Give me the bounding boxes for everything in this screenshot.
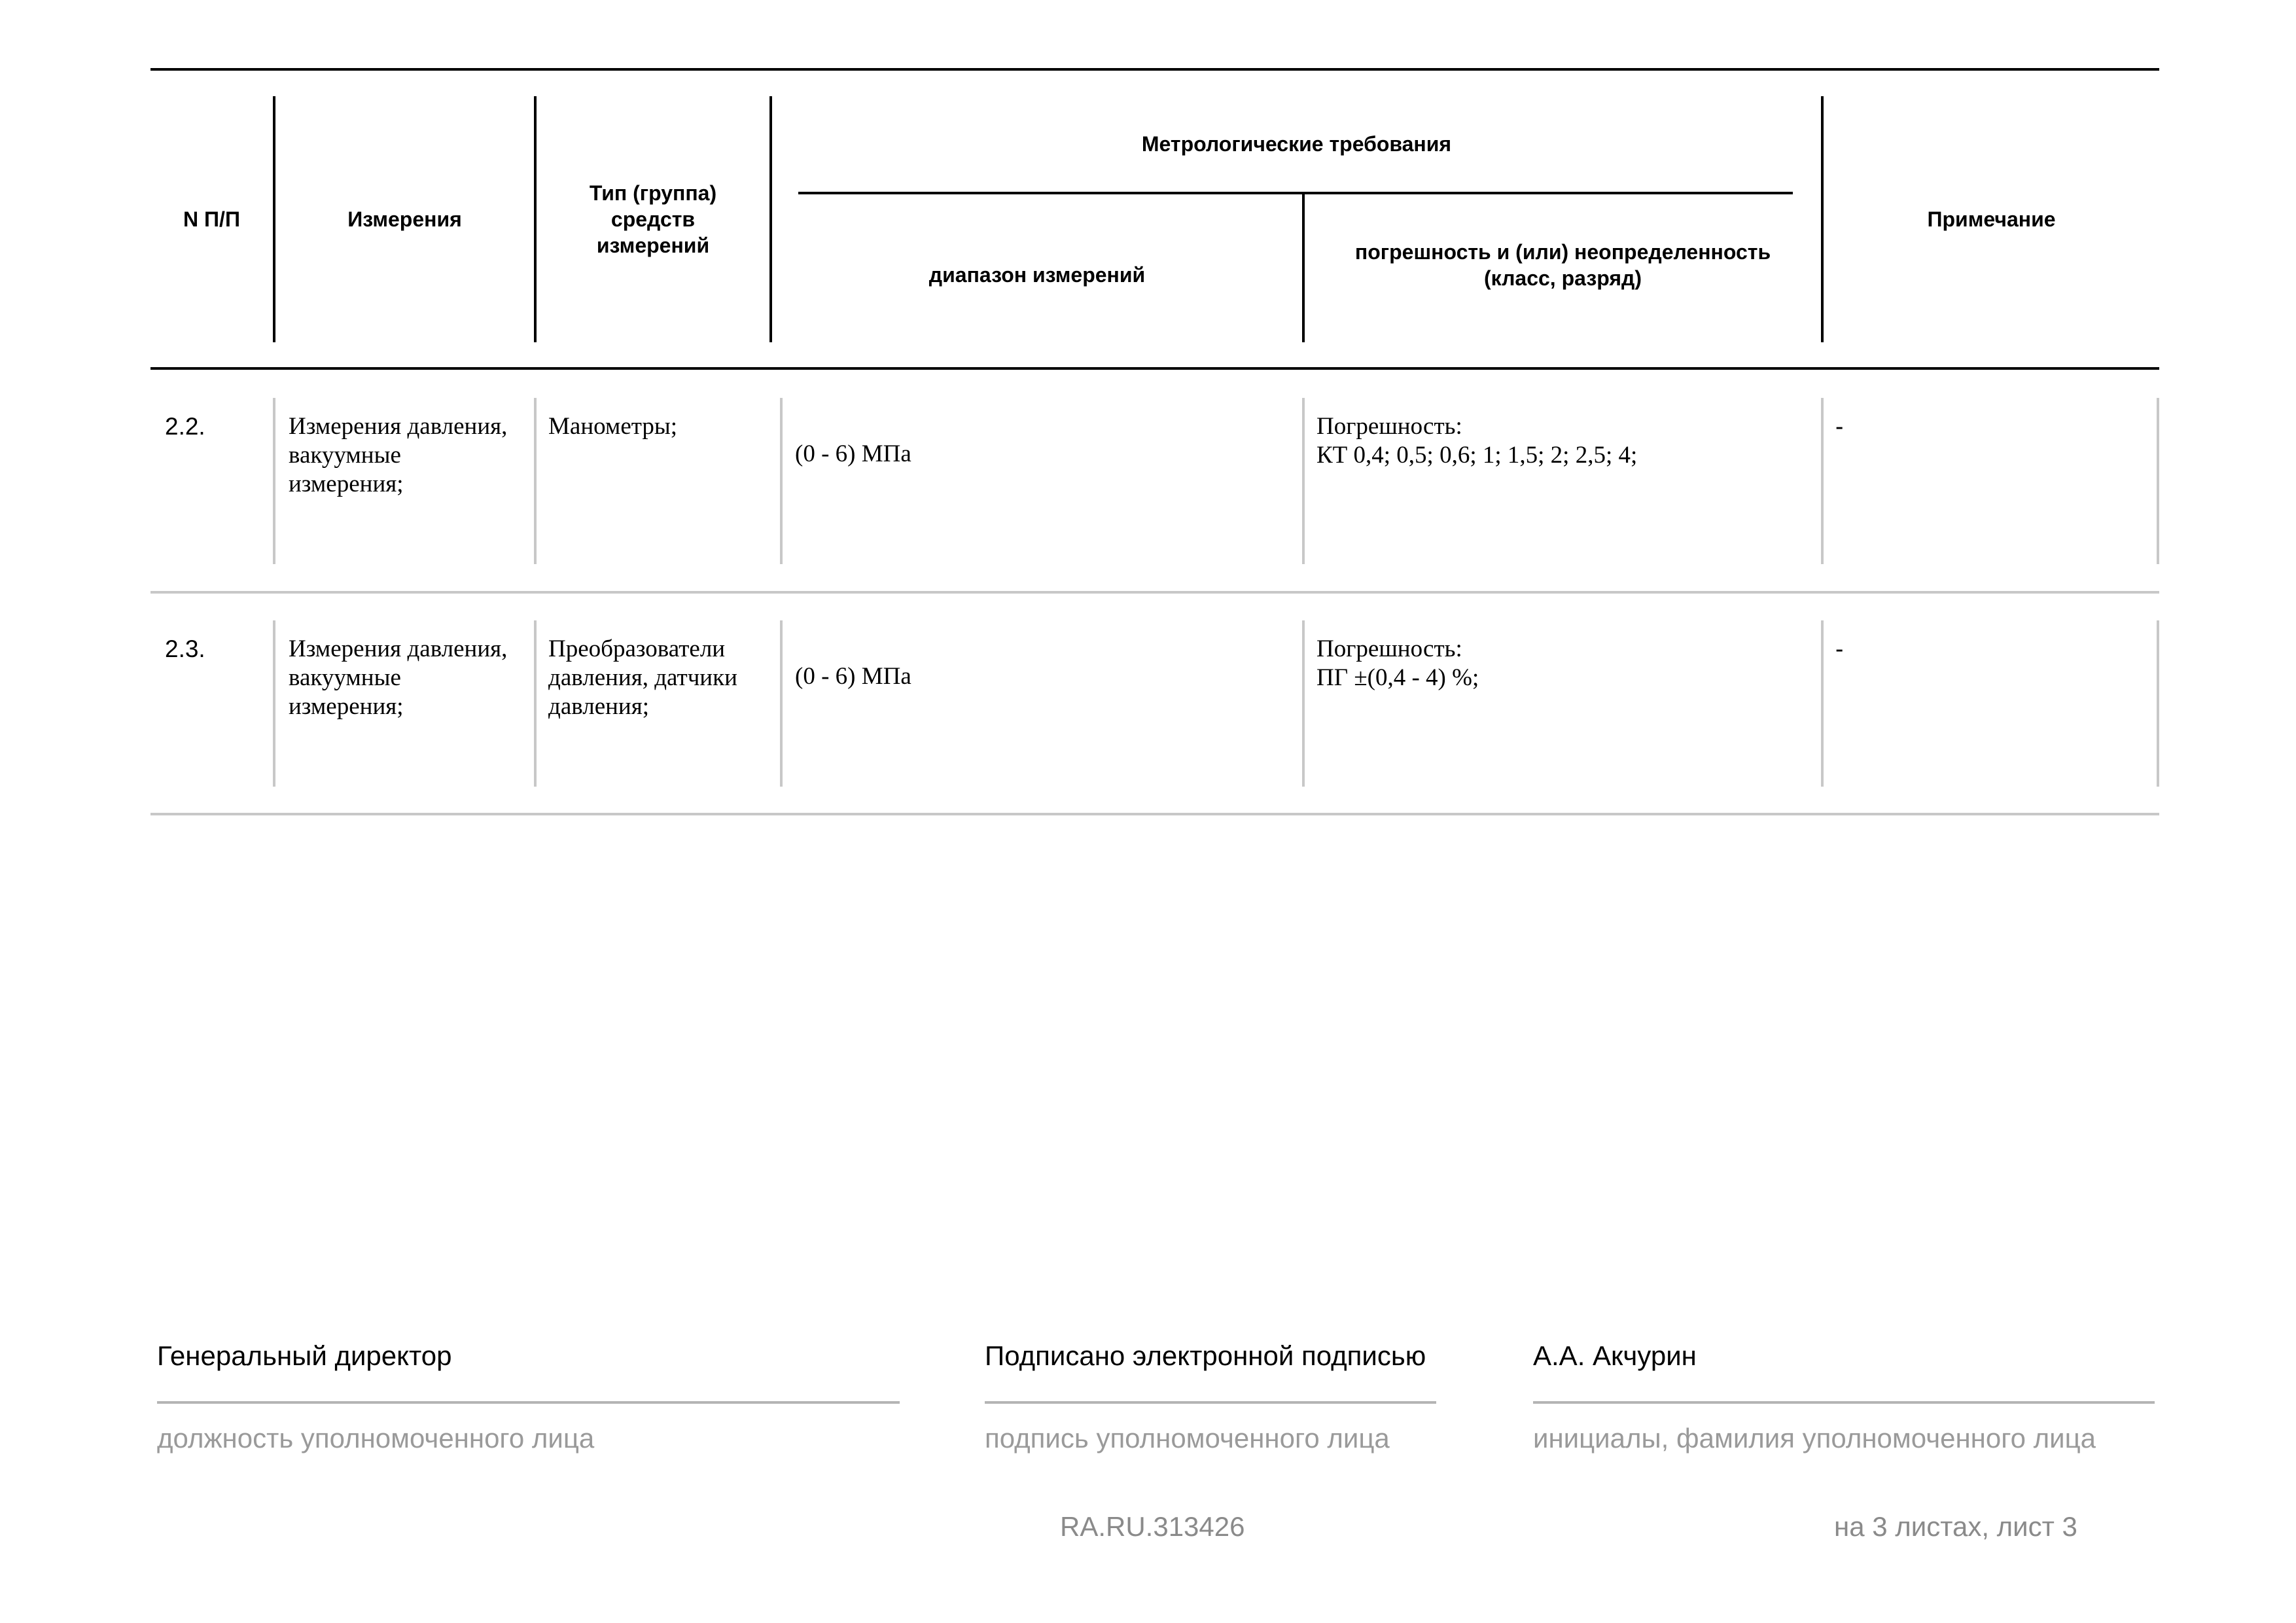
- header-type: Тип (группа) средств измерений: [589, 181, 717, 257]
- row1-divider-3: [780, 398, 783, 564]
- row1-num: 2.2.: [165, 413, 205, 440]
- row1-bottom-rule: [150, 591, 2159, 594]
- row1-divider-2: [534, 398, 537, 564]
- header-measurements: Измерения: [347, 207, 462, 231]
- header-error: погрешность и (или) неопределенность (класс, разряд): [1354, 240, 1771, 290]
- sheet-counter: на 3 листах, лист 3: [1834, 1511, 2077, 1542]
- row2-type: Преобразователи давления, датчики давления;: [548, 635, 737, 720]
- header-note: Примечание: [1927, 207, 2056, 231]
- name-value: А.А. Акчурин: [1533, 1340, 1697, 1371]
- row2-divider-3: [780, 620, 783, 787]
- row2-error: Погрешность: ПГ ±(0,4 - 4) %;: [1316, 635, 1479, 691]
- row1-error: Погрешность: КТ 0,4; 0,5; 0,6; 1; 1,5; 2; 2,5; 4;: [1316, 413, 1638, 469]
- name-underline: [1533, 1401, 2155, 1404]
- signature-caption: подпись уполномоченного лица: [985, 1423, 1390, 1454]
- row2-note: -: [1835, 635, 1844, 662]
- row2-divider-1: [273, 620, 275, 787]
- row2-divider-6: [2157, 620, 2159, 787]
- row2-divider-5: [1821, 620, 1824, 787]
- row1-note: -: [1835, 413, 1844, 440]
- row1-divider-4: [1302, 398, 1305, 564]
- signature-value: Подписано электронной подписью: [985, 1340, 1426, 1371]
- row1-divider-5: [1821, 398, 1824, 564]
- registry-number: RA.RU.313426: [1060, 1511, 1245, 1542]
- row1-divider-1: [273, 398, 275, 564]
- row1-measurements: Измерения давления, вакуумные измерения;: [289, 413, 508, 497]
- position-underline: [157, 1401, 900, 1404]
- position-value: Генеральный директор: [157, 1340, 452, 1371]
- row2-range: (0 - 6) МПа: [795, 663, 911, 690]
- row2-divider-2: [534, 620, 537, 787]
- position-caption: должность уполномоченного лица: [157, 1423, 595, 1454]
- row2-num: 2.3.: [165, 635, 205, 662]
- row2-measurements: Измерения давления, вакуумные измерения;: [289, 635, 508, 720]
- row1-divider-6: [2157, 398, 2159, 564]
- name-caption: инициалы, фамилия уполномоченного лица: [1533, 1423, 2096, 1454]
- signature-underline: [985, 1401, 1436, 1404]
- header-bottom-rule: [150, 367, 2159, 370]
- row1-range: (0 - 6) МПа: [795, 440, 911, 467]
- header-metrological: Метрологические требования: [1141, 132, 1452, 156]
- row2-divider-4: [1302, 620, 1305, 787]
- table-top-rule: [150, 68, 2159, 71]
- row2-bottom-rule: [150, 813, 2159, 815]
- row1-type: Манометры;: [548, 413, 678, 440]
- header-range: диапазон измерений: [928, 263, 1146, 287]
- header-num: N П/П: [183, 207, 240, 231]
